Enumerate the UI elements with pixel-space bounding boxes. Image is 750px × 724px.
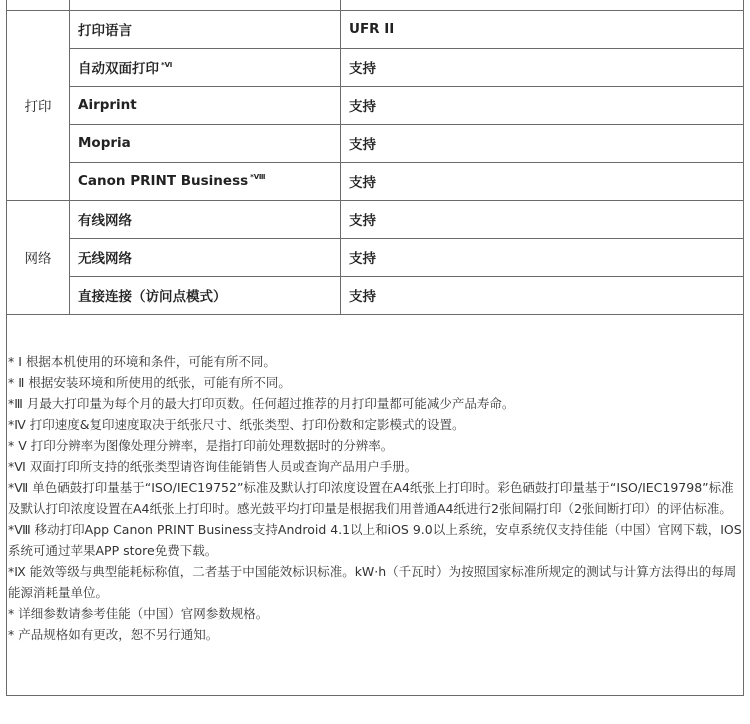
value-print-language: UFR II bbox=[341, 10, 744, 48]
footnote: *Ⅸ 能效等级与典型能耗标称值，二者基于中国能效标识标准。kW·h（千瓦时）为按照国家标准所规定的测试与计算方法得出的每周能源消耗量单位。 bbox=[8, 564, 737, 600]
table-row bbox=[7, 86, 744, 124]
footnotes bbox=[8, 351, 742, 645]
feature-auto-duplex: 自动双面打印 $^{*Ⅵ}$ bbox=[70, 48, 341, 86]
value-wired-network: 支持 bbox=[341, 200, 744, 238]
footnote: * Ⅴ 打印分辨率为图像处理分辨率，是指打印前处理数据时的分辨率。 bbox=[8, 438, 394, 453]
table-row bbox=[7, 238, 744, 276]
table-row bbox=[7, 48, 744, 86]
feature-canon-print-business: Canon PRINT Business $^{*Ⅷ}$ bbox=[70, 162, 341, 200]
feature-print-language: 打印语言 bbox=[70, 10, 341, 48]
value-auto-duplex: 支持 bbox=[341, 48, 744, 86]
table-row bbox=[7, 200, 744, 238]
value-mopria: 支持 bbox=[341, 124, 744, 162]
feature-direct-connection: 直接连接（访问点模式） bbox=[70, 276, 341, 314]
footnote: * 详细参数请参考佳能（中国）官网参数规格。 bbox=[8, 606, 269, 621]
spec-table bbox=[6, 0, 744, 315]
footnote-marker: *Ⅵ bbox=[161, 61, 173, 69]
table-row bbox=[7, 0, 744, 10]
footnote: *Ⅲ 月最大打印量为每个月的最大打印页数。任何超过推荐的月打印量都可能减少产品寿命。 bbox=[8, 396, 515, 411]
table-row bbox=[7, 162, 744, 200]
category-network: 网络 bbox=[7, 200, 70, 314]
feature-wireless-network: 无线网络 bbox=[70, 238, 341, 276]
footnote: *Ⅷ 移动打印App Canon PRINT Business支持Android 4.1以上和iOS 9.0以上系统，安卓系统仅支持佳能（中国）官网下载，IOS系统可通过苹果APP store免费下载。 bbox=[8, 522, 742, 558]
value-airprint: 支持 bbox=[341, 86, 744, 124]
footnote: *Ⅵ 双面打印所支持的纸张类型请咨询佳能销售人员或查询产品用户手册。 bbox=[8, 459, 418, 474]
feature-mopria: Mopria bbox=[70, 124, 341, 162]
feature-airprint: Airprint bbox=[70, 86, 341, 124]
table-row bbox=[7, 124, 744, 162]
value-canon-print-business: 支持 bbox=[341, 162, 744, 200]
value-direct-connection: 支持 bbox=[341, 276, 744, 314]
value-wireless-network: 支持 bbox=[341, 238, 744, 276]
table-row bbox=[7, 10, 744, 48]
footnote: * 产品规格如有更改，恕不另行通知。 bbox=[8, 627, 219, 642]
footnote: * Ⅱ 根据安装环境和所使用的纸张，可能有所不同。 bbox=[8, 375, 291, 390]
footnote: * Ⅰ 根据本机使用的环境和条件，可能有所不同。 bbox=[8, 354, 276, 369]
footnote: *Ⅳ 打印速度&复印速度取决于纸张尺寸、纸张类型、打印份数和定影模式的设置。 bbox=[8, 417, 465, 432]
category-print: 打印 bbox=[7, 10, 70, 200]
feature-wired-network: 有线网络 bbox=[70, 200, 341, 238]
footnote: *Ⅶ 单色硒鼓打印量基于“ISO/IEC19752”标准及默认打印浓度设置在A4纸张上打印时。彩色硒鼓打印量基于“ISO/IEC19798”标准及默认打印浓度设置在A4纸张上打印时。感光鼓平均打印量是根据我们用普通A4纸进行2张间隔打印（2张间断打印）的评估标准。 bbox=[8, 480, 734, 516]
footnote-marker: *Ⅷ bbox=[250, 173, 266, 181]
table-row bbox=[7, 276, 744, 314]
